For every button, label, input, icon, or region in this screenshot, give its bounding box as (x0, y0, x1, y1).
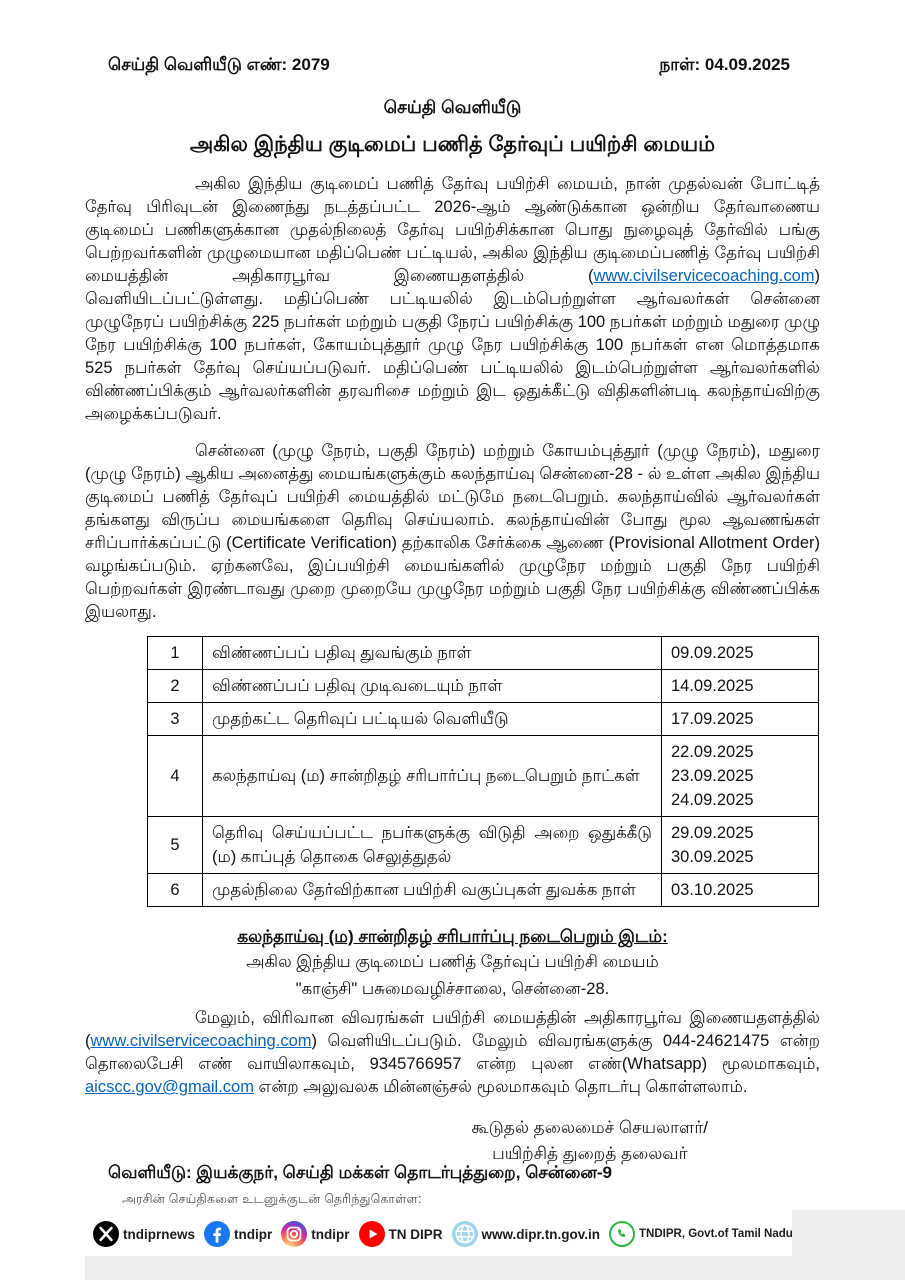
social-handle: tndipr (234, 1226, 273, 1242)
release-number: செய்தி வெளியீடு எண்: 2079 (108, 55, 330, 74)
date-value: 14.09.2025 (671, 677, 754, 695)
venue-heading: கலந்தாய்வு (ம) சான்றிதழ் சரிபார்ப்பு நடைபெறும் இடம்: (237, 927, 668, 946)
footer-gray-bottom (85, 1256, 905, 1280)
table-row (148, 637, 819, 670)
document-body (85, 173, 820, 1167)
date-value: 23.09.2025 (671, 767, 754, 785)
date-value: 03.10.2025 (671, 881, 754, 899)
signature-wrap (85, 1099, 820, 1167)
table-row (148, 874, 819, 907)
row-number: 1 (148, 637, 203, 670)
row-number: 2 (148, 670, 203, 703)
date-value: 22.09.2025 (671, 743, 754, 761)
contact-text-mid: ) வெளியிடப்படும். மேலும் விவரங்களுக்கு 044-24621475 என்ற தொலைபேசி எண் வாயிலாகவும், 9345766957 என்ற புலன எண்(Whatsapp) மூலமாகவும், (85, 1032, 820, 1073)
row-description: முதல்நிலை தேர்விற்கான பயிற்சி வகுப்புகள் துவக்க நாள் (203, 874, 662, 907)
table-row (148, 703, 819, 736)
social-handle: TNDIPR, Govt.of Tamil Nadu (639, 1228, 793, 1240)
signatory-title-1: கூடுதல் தலைமைச் செயலாளர்/ (471, 1118, 708, 1137)
social-item-youtube[interactable] (359, 1221, 443, 1247)
date-value: 29.09.2025 (671, 824, 754, 842)
row-number: 5 (148, 817, 203, 874)
row-description: தெரிவு செய்யப்பட்ட நபர்களுக்கு விடுதி அறை ஒதுக்கீடு (ம) காப்புத் தொகை செலுத்துதல் (203, 817, 662, 874)
table-row (148, 670, 819, 703)
row-date (662, 874, 819, 907)
globe-icon (452, 1221, 478, 1247)
row-number: 3 (148, 703, 203, 736)
whatsapp-icon (609, 1221, 635, 1247)
facebook-icon (204, 1221, 230, 1247)
social-item-instagram[interactable] (281, 1221, 349, 1247)
row-description: முதற்கட்ட தெரிவுப் பட்டியல் வெளியீடு (203, 703, 662, 736)
table-row (148, 736, 819, 817)
footer-gray-right (792, 1210, 905, 1258)
instagram-icon (281, 1221, 307, 1247)
date-value: 30.09.2025 (671, 848, 754, 866)
date-value: 09.09.2025 (671, 644, 754, 662)
row-description: கலந்தாய்வு (ம) சான்றிதழ் சரிபார்ப்பு நடைபெறும் நாட்கள் (203, 736, 662, 817)
document-header (108, 55, 790, 77)
contact-text-post: என்ற அலுவலக மின்னஞ்சல் மூலமாகவும் தொடர்பு கொள்ளலாம். (253, 1078, 748, 1096)
contact-text: மேலும், விரிவான விவரங்கள் பயிற்சி மையத்தின் அதிகாரபூர்வ இணையதளத்தில் ( (85, 1009, 820, 1050)
publisher-line: வெளியீடு: இயக்குநர், செய்தி மக்கள் தொடர்புத்துறை, சென்னை-9 (108, 1163, 613, 1182)
date-value: 24.09.2025 (671, 791, 754, 809)
table-row (148, 817, 819, 874)
social-handle: tndipr (311, 1226, 350, 1242)
venue-line-1: அகில இந்திய குடிமைப் பணித் தேர்வுப் பயிற்சி மையம் (246, 953, 659, 971)
row-date (662, 703, 819, 736)
row-date (662, 736, 819, 817)
signatory-title-2: பயிற்சித் துறைத் தலைவர் (492, 1144, 688, 1163)
social-item-website[interactable] (452, 1221, 601, 1247)
footer-tagline: அரசின் செய்திகளை உடனுக்குடன் தெரிந்துகொள்ள: (122, 1192, 422, 1206)
row-date (662, 637, 819, 670)
date-value: 17.09.2025 (671, 710, 754, 728)
contact-paragraph (85, 1007, 820, 1099)
row-description: விண்ணப்பப் பதிவு முடிவடையும் நாள் (203, 670, 662, 703)
social-item-facebook[interactable] (204, 1221, 272, 1247)
coaching-website-link-2[interactable]: www.civilservicecoaching.com (90, 1032, 312, 1050)
document-type-label: செய்தி வெளியீடு (383, 97, 522, 117)
paragraph-1-text-cont: ) வெளியிடப்பட்டுள்ளது. மதிப்பெண் பட்டியலில் இடம்பெற்றுள்ள ஆர்வலர்கள் சென்னை முழுநேரப் பயிற்சிக்கு 225 நபர்கள் மற்றும் பகுதி நேரப் பயிற்சிக்கு 100 நபர்கள் மற்றும் மதுரை முழு நேர பயிற்சிக்கு 100 நபர்கள், கோயம்புத்தூர் முழு நேர பயிற்சிக்கு 100 நபர்கள் என மொத்தமாக 525 நபர்கள் தேர்வு செய்யப்படுவர். மதிப்பெண் பட்டியலில் இடம்பெற்றுள்ள ஆர்வலர்களில் விண்ணப்பிக்கும் ஆர்வலர்களின் தரவரிசை மற்றும் இட ஒதுக்கீட்டு விதிகளின்படி கலந்தாய்விற்கு அழைக்கப்படுவர். (85, 267, 820, 423)
social-item-whatsapp[interactable] (609, 1221, 793, 1247)
row-description: விண்ணப்பப் பதிவு துவங்கும் நாள் (203, 637, 662, 670)
row-number: 6 (148, 874, 203, 907)
social-media-bar (85, 1212, 792, 1256)
schedule-table (147, 636, 819, 907)
venue-line-2: "காஞ்சி" பசுமைவழிச்சாலை, சென்னை-28. (295, 980, 610, 998)
row-date (662, 817, 819, 874)
social-handle: tndiprnews (123, 1226, 196, 1242)
row-number: 4 (148, 736, 203, 817)
office-email-link[interactable]: aicscc.gov@gmail.com (85, 1078, 254, 1096)
venue-block (85, 927, 820, 1003)
social-handle: TN DIPR (388, 1226, 443, 1242)
row-date (662, 670, 819, 703)
page-title: அகில இந்திய குடிமைப் பணித் தேர்வுப் பயிற்சி மையம் (189, 133, 716, 156)
youtube-icon (359, 1221, 385, 1247)
paragraph-1-text: அகில இந்திய குடிமைப் பணித் தேர்வு பயிற்சி மையம், நான் முதல்வன் போட்டித் தேர்வு பிரிவுடன் இணைந்து நடத்தப்பட்ட 2026-ஆம் ஆண்டுக்கான ஒன்றிய தேர்வாணைய குடிமைப் பணிகளுக்கான முதல்நிலைத் தேர்வு பயிற்சிக்கான பொது நுழைவுத் தேர்வில் பங்கு பெற்றவர்களின் முழுமையான மதிப்பெண் பட்டியல், அகில இந்திய குடிமைப்பணித் தேர்வு பயிற்சி மையத்தின் அதிகாரபூர்வ இணையதளத்தில் ( (85, 175, 820, 285)
paragraph-2: சென்னை (முழு நேரம், பகுதி நேரம்) மற்றும் கோயம்புத்தூர் (முழு நேரம்), மதுரை (முழு நேரம்) ஆகிய அனைத்து மையங்களுக்கும் கலந்தாய்வு சென்னை-28 - ல் உள்ள அகில இந்திய குடிமைப் பணித் தேர்வுப் பயிற்சி மையத்தில் மட்டுமே நடைபெறும். கலந்தாய்வில் ஆர்வலர்கள் தங்களது விருப்ப மையங்களை தெரிவு செய்யலாம். கலந்தாய்வின் போது மூல ஆவணங்கள் சரிப்பார்க்கப்பட்டு (Certificate Verification) தற்காலிக சேர்க்கை ஆணை (Provisional Allotment Order) வழங்கப்படும். ஏற்கனவே, இப்பயிற்சி மையங்களில் முழுநேர மற்றும் பகுதி நேர பயிற்சி பெற்றவர்கள் இரண்டாவது முறை முறையே முழுநேர மற்றும் பகுதி நேர பயிற்சிக்கு விண்ணப்பிக்க இயலாது. (85, 442, 820, 621)
paragraph-1 (85, 173, 820, 426)
social-handle: www.dipr.tn.gov.in (481, 1226, 601, 1242)
coaching-website-link[interactable]: www.civilservicecoaching.com (593, 267, 815, 285)
x-icon (93, 1221, 119, 1247)
signature-block (472, 1115, 708, 1167)
social-item-x[interactable] (93, 1221, 195, 1247)
release-date: நாள்: 04.09.2025 (659, 55, 790, 74)
